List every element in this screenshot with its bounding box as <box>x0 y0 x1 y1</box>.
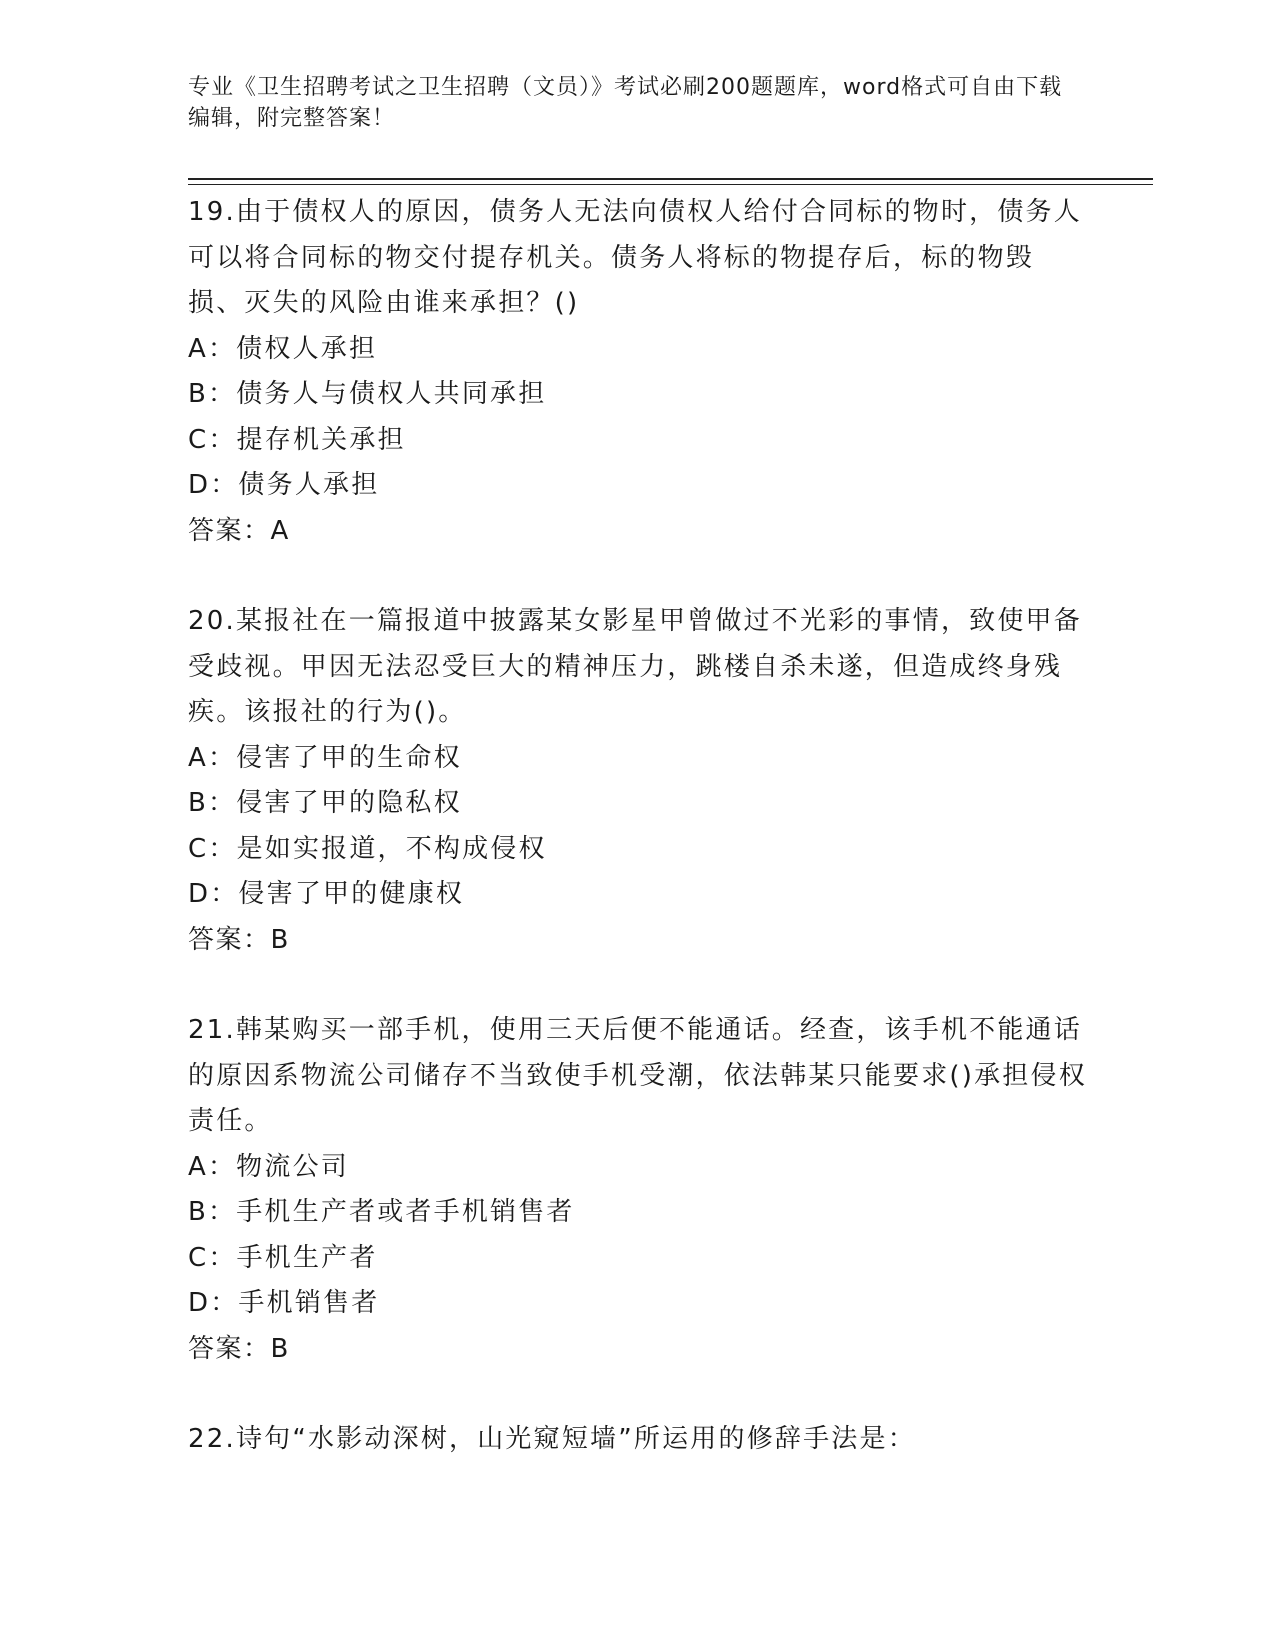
option-a: A：债权人承担 <box>188 333 378 364</box>
question-text: 22.诗句“水影动深树，山光窥短墙”所运用的修辞手法是： <box>188 1424 916 1454</box>
question-20 <box>188 599 1088 963</box>
question-22 <box>188 1417 1088 1463</box>
option-c: C：手机生产者 <box>188 1242 378 1273</box>
document-header: 专业《卫生招聘考试之卫生招聘（文员）》考试必刷200题题库，word格式可自由下载编辑，附完整答案！ <box>188 75 1063 131</box>
option-d: D：侵害了甲的健康权 <box>188 879 465 909</box>
option-d: D：手机销售者 <box>188 1288 380 1318</box>
answer-label: 答案： <box>188 924 271 955</box>
answer-line <box>188 1327 1088 1373</box>
spacer <box>188 554 1088 599</box>
spacer <box>188 1372 1088 1417</box>
question-list <box>188 190 1088 1463</box>
answer-label: 答案： <box>188 515 271 546</box>
answer-value: B <box>270 924 290 955</box>
header-divider-thick <box>188 178 1153 180</box>
question-21 <box>188 1008 1088 1372</box>
answer-value: A <box>270 515 290 546</box>
header-divider-thin <box>188 184 1153 185</box>
question-text: 21.韩某购买一部手机，使用三天后便不能通话。经查，该手机不能通话的原因系物流公司储存不当致使手机受潮，依法韩某只能要求()承担侵权责任。 <box>188 1015 1087 1136</box>
answer-line <box>188 918 1088 964</box>
answer-value: B <box>270 1333 290 1364</box>
option-c: C：是如实报道，不构成侵权 <box>188 833 547 864</box>
answer-label: 答案： <box>188 1333 271 1364</box>
option-d: D：债务人承担 <box>188 470 380 500</box>
option-b: B：侵害了甲的隐私权 <box>188 788 462 818</box>
option-c: C：提存机关承担 <box>188 424 406 455</box>
question-19 <box>188 190 1088 554</box>
answer-line <box>188 509 1088 555</box>
option-b: B：债务人与债权人共同承担 <box>188 379 547 409</box>
spacer <box>188 963 1088 1008</box>
question-text: 20.某报社在一篇报道中披露某女影星甲曾做过不光彩的事情，致使甲备受歧视。甲因无法忍受巨大的精神压力，跳楼自杀未遂，但造成终身残疾。该报社的行为()。 <box>188 606 1082 727</box>
question-text: 19.由于债权人的原因，债务人无法向债权人给付合同标的物时，债务人可以将合同标的物交付提存机关。债务人将标的物提存后，标的物毁损、灭失的风险由谁来承担？() <box>188 197 1082 318</box>
option-b: B：手机生产者或者手机销售者 <box>188 1197 575 1227</box>
option-a: A：物流公司 <box>188 1151 349 1182</box>
option-a: A：侵害了甲的生命权 <box>188 742 462 773</box>
